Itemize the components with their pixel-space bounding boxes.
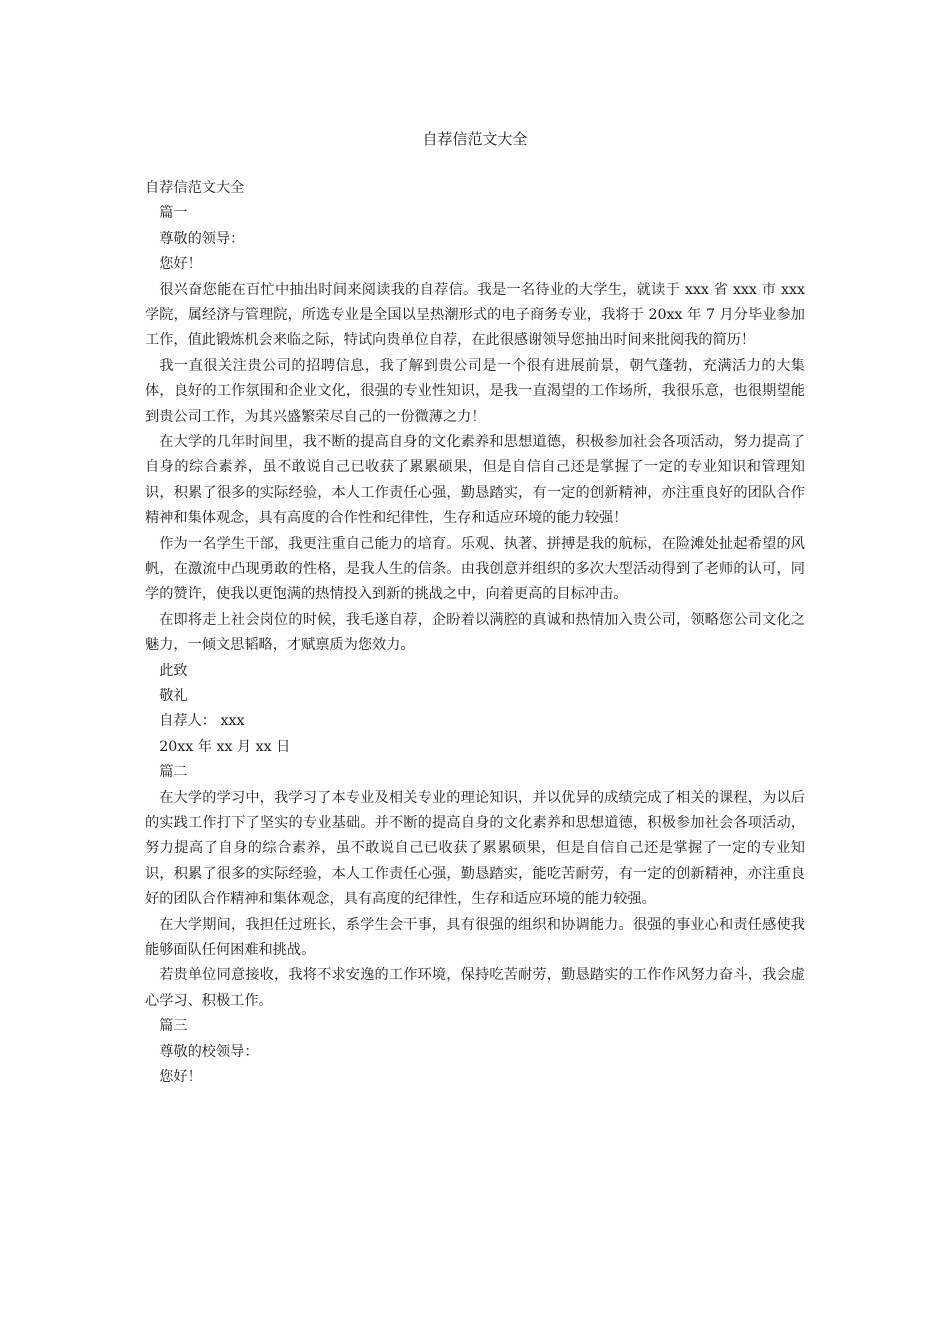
section3-greeting: 您好！ xyxy=(159,1069,202,1086)
section1-salutation: 尊敬的领导： xyxy=(159,230,245,247)
section3-heading: 篇三 xyxy=(159,1018,188,1035)
closing-line-2: 敬礼 xyxy=(159,688,188,705)
section3-salutation: 尊敬的校领导： xyxy=(159,1043,259,1060)
section1-paragraph-4: 作为一名学生干部，我更注重自己能力的培育。乐观、执著、拼搏是我的航标，在险滩处扯起希望的风帆，在激流中凸现勇敢的性格，是我人生的信条。由我创意并组织的多次大型活动得到了老师的认可，同学的赞许，使我以更饱满的热情投入到新的挑战之中，向着更高的目标冲击。 xyxy=(145,535,805,603)
section1-paragraph-3: 在大学的几年时间里，我不断的提高自身的文化素养和思想道德，积极参加社会各项活动，努力提高了自身的综合素养，虽不敢说自己已收获了累累硕果，但是自信自己还是掌握了一定的专业知识和管理知识，积累了很多的实际经验，本人工作责任心强，勤恳踏实，有一定的创新精神，亦注重良好的团队合作精神和集体观念，具有高度的合作性和纪律性，生存和适应环境的能力较强！ xyxy=(145,434,805,527)
section2-paragraph-3: 若贵单位同意接收，我将不求安逸的工作环境，保持吃苦耐劳，勤恳踏实的工作作风努力奋斗，我会虚心学习、积极工作。 xyxy=(145,967,805,1009)
section1-paragraph-1: 很兴奋您能在百忙中抽出时间来阅读我的自荐信。我是一名待业的大学生，就读于 xxx 省 xxx 市 xxx 学院，属经济与管理院，所选专业是全国以呈热潮形式的电子商务专业，我将于 20xx 年 7 月分毕业参加工作，值此锻炼机会来临之际，特试向贵单位自荐，在此很感谢领导您抽出时间来批阅我的简历！ xyxy=(145,281,805,349)
section1-paragraph-2: 我一直很关注贵公司的招聘信息，我了解到贵公司是一个很有进展前景，朝气蓬勃，充满活力的大集体，良好的工作氛围和企业文化，很强的专业性知识，是我一直渴望的工作场所，我很乐意，也很期望能到贵公司工作，为其兴盛繁荣尽自己的一份微薄之力！ xyxy=(145,357,805,425)
section2-paragraph-1: 在大学的学习中，我学习了本专业及相关专业的理论知识，并以优异的成绩完成了相关的课程，为以后的实践工作打下了坚实的专业基础。并不断的提高自身的文化素养和思想道德，积极参加社会各项活动，努力提高了自身的综合素养，虽不敢说自己已收获了累累硕果，但是自信自己还是掌握了一定的专业知识，积累了很多的实际经验，本人工作责任心强，勤恳踏实，能吃苦耐劳，有一定的创新精神，亦注重良好的团队合作精神和集体观念，具有高度的纪律性，生存和适应环境的能力较强。 xyxy=(145,789,805,908)
closing-line-1: 此致 xyxy=(159,662,188,679)
section1-paragraph-5: 在即将走上社会岗位的时候，我毛遂自荐，企盼着以满腔的真诚和热情加入贵公司，领略您公司文化之魅力，一倾文思韬略，才赋禀质为您效力。 xyxy=(145,611,805,654)
date-line: 20xx 年 xx 月 xx 日 xyxy=(159,738,291,755)
document-subtitle: 自荐信范文大全 xyxy=(145,180,245,196)
document-body xyxy=(145,176,805,1090)
document-title: 自荐信范文大全 xyxy=(422,130,528,148)
section2-heading: 篇二 xyxy=(159,764,188,781)
section2-paragraph-2: 在大学期间，我担任过班长，系学生会干事，具有很强的组织和协调能力。很强的事业心和责任感使我能够面队任何困难和挑战。 xyxy=(145,916,805,959)
section1-heading: 篇一 xyxy=(159,205,188,222)
section1-greeting: 您好！ xyxy=(159,256,202,273)
signature-line: 自荐人： xxx xyxy=(159,713,245,730)
